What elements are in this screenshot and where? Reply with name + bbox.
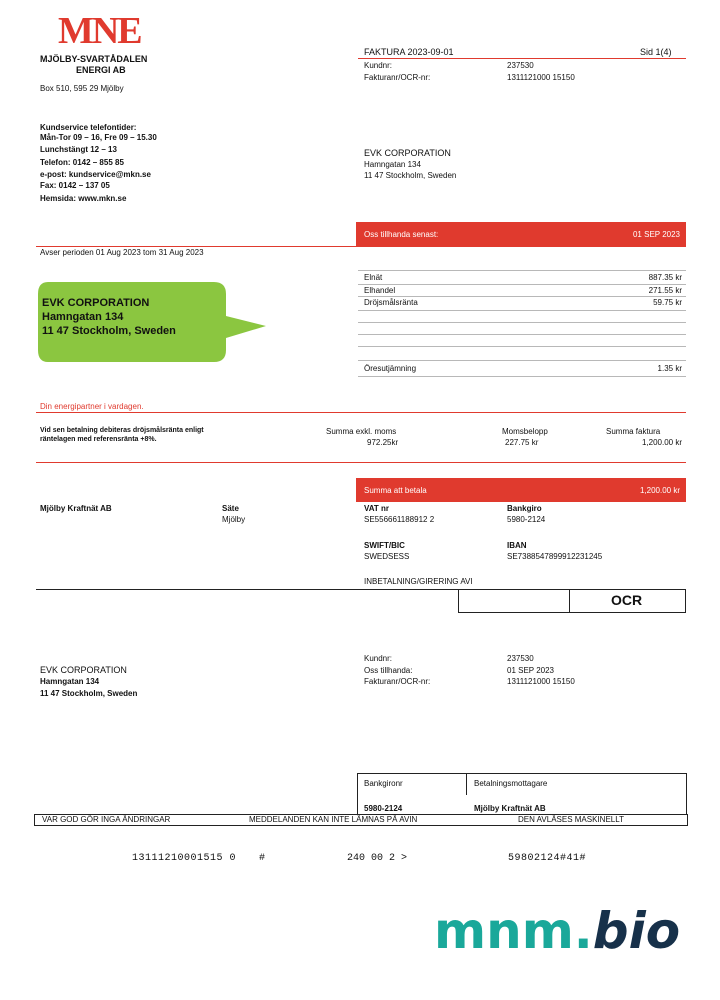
slip-ocr-label: Fakturanr/OCR-nr: (364, 677, 431, 686)
slip-customer-value: 237530 (507, 654, 534, 663)
slip-name: EVK CORPORATION (40, 665, 127, 675)
vat-amount-label: Momsbelopp (502, 427, 548, 436)
strip-right-text: DEN AVLÄSES MASKINELLT (518, 815, 624, 824)
charge-label: Elnät (364, 273, 383, 282)
due-date-label: Oss tillhanda senast: (364, 230, 439, 239)
page-number: Sid 1(4) (640, 47, 672, 57)
ocr-line-account: 59802124#41# (508, 853, 587, 864)
bankgiro-label: Bankgiro (507, 504, 542, 513)
strip-left-text: VAR GOD GÖR INGA ÄNDRINGAR (42, 815, 171, 824)
strip-mid-text: MEDDELANDEN KAN INTE LÄMNAS PÅ AVIN (249, 815, 418, 824)
payment-slip-title: INBETALNING/GIRERING AVI (364, 577, 473, 586)
charges-rule (358, 334, 686, 335)
amount-due-label: Summa att betala (364, 486, 427, 495)
slip-street: Hamngatan 134 (40, 677, 100, 686)
slip-receiver-value: Mjölby Kraftnät AB (474, 804, 546, 813)
slip-customer-label: Kundnr: (364, 654, 393, 663)
amount-due-bar (356, 478, 686, 502)
slip-empty-box (458, 589, 570, 613)
recipient-name: EVK CORPORATION (364, 148, 451, 158)
bubble-street: Hamngatan 134 (42, 311, 124, 323)
due-date-value: 01 SEP 2023 (632, 230, 680, 239)
billing-period: Avser perioden 01 Aug 2023 tom 31 Aug 2023 (40, 248, 204, 257)
recipient-city: 11 47 Stockholm, Sweden (364, 171, 457, 180)
vat-number-value: SE556661188912 2 (364, 515, 435, 524)
slip-city: 11 47 Stockholm, Sweden (40, 689, 138, 698)
vat-number-label: VAT nr (364, 504, 390, 513)
slip-receiver-label: Betalningsmottagare (474, 779, 548, 788)
slip-due-value: 01 SEP 2023 (507, 666, 555, 675)
totals-divider (36, 462, 686, 463)
service-hours: Mån-Tor 09 – 16, Fre 09 – 15.30 (40, 133, 157, 142)
sum-excl-value: 972.25kr (367, 438, 399, 447)
slogan-divider (36, 412, 686, 413)
period-divider (36, 246, 686, 247)
charges-rule (358, 376, 686, 377)
charges-rule (358, 322, 686, 323)
company-logo (58, 10, 154, 52)
charges-rule (358, 296, 686, 297)
late-payment-note-1: Vid sen betalning debiteras dröjsmålsränta enligt (40, 427, 204, 434)
slip-ocr-value: 1311121000 15150 (507, 677, 575, 686)
iban-label: IBAN (507, 541, 527, 550)
ocr-line-hash: # (259, 853, 266, 864)
ocr-box (570, 589, 686, 613)
energy-partner-slogan: Din energipartner i vardagen. (40, 402, 144, 411)
seat-label: Säte (222, 504, 239, 513)
company-name-line2: ENERGI AB (76, 65, 126, 75)
bubble-name: EVK CORPORATION (42, 297, 150, 309)
company-address: Box 510, 595 29 Mjölby (40, 84, 124, 93)
charges-rule (358, 310, 686, 311)
amount-due-value: 1,200.00 kr (639, 486, 680, 495)
company-email: e-post: kundservice@mkn.se (40, 170, 151, 179)
swift-label: SWIFT/BIC (364, 541, 405, 550)
iban-value: SE7388547899912231245 (507, 552, 603, 561)
watermark (434, 896, 680, 966)
ocr-line-amount: 240 00 2 > (347, 853, 408, 864)
charge-amount: 59.75 kr (653, 298, 682, 307)
customer-number-label: Kundnr: (364, 61, 393, 70)
slip-bankgiro-value: 5980-2124 (364, 804, 403, 813)
charges-rule (358, 284, 686, 285)
ocr-number-label: Fakturanr/OCR-nr: (364, 73, 431, 82)
company-phone: Telefon: 0142 – 855 85 (40, 158, 124, 167)
company-web: Hemsida: www.mkn.se (40, 194, 127, 203)
seat-value: Mjölby (222, 515, 246, 524)
watermark-part1: mnm. (434, 902, 593, 960)
charge-amount: 271.55 kr (648, 286, 682, 295)
footer-company: Mjölby Kraftnät AB (40, 504, 112, 513)
bubble-city: 11 47 Stockholm, Sweden (42, 325, 176, 337)
ocr-number-value: 1311121000 15150 (507, 73, 575, 82)
watermark-part2: bio (592, 902, 681, 960)
invoice-title: FAKTURA 2023-09-01 (364, 47, 454, 57)
due-date-bar (356, 222, 686, 246)
sum-excl-label: Summa exkl. moms (326, 427, 397, 436)
charges-rule (358, 360, 686, 361)
invoice-sum-label: Summa faktura (606, 427, 661, 436)
bankgiro-value: 5980-2124 (507, 515, 546, 524)
charge-label: Dröjsmålsränta (364, 298, 418, 307)
charge-label: Elhandel (364, 286, 396, 295)
ocr-box-label: OCR (611, 592, 643, 608)
late-payment-note-2: räntelagen med referensränta +8%. (40, 436, 157, 443)
invoice-sum-value: 1,200.00 kr (641, 438, 682, 447)
charges-rule (358, 346, 686, 347)
charge-amount: 887.35 kr (648, 273, 682, 282)
customer-number-value: 237530 (507, 61, 534, 70)
company-fax: Fax: 0142 – 137 05 (40, 181, 110, 190)
header-divider (358, 58, 686, 59)
rounding-label: Öresutjämning (364, 364, 417, 373)
swift-value: SWEDSESS (364, 552, 410, 561)
bankgiro-box-divider (466, 773, 467, 795)
slip-due-label: Oss tillhanda: (364, 666, 413, 675)
service-title: Kundservice telefontider: (40, 123, 137, 132)
logo-text: MNE (58, 10, 141, 52)
lunch-hours: Lunchstängt 12 – 13 (40, 145, 117, 154)
recipient-street: Hamngatan 134 (364, 160, 421, 169)
charges-rule (358, 270, 686, 271)
ocr-line-reference: 13111210001515 0 (132, 853, 237, 864)
company-name-line1: MJÖLBY-SVARTÅDALEN (40, 54, 148, 64)
slip-bankgiro-label: Bankgironr (364, 779, 403, 788)
vat-amount-value: 227.75 kr (505, 438, 539, 447)
rounding-amount: 1.35 kr (657, 364, 682, 373)
